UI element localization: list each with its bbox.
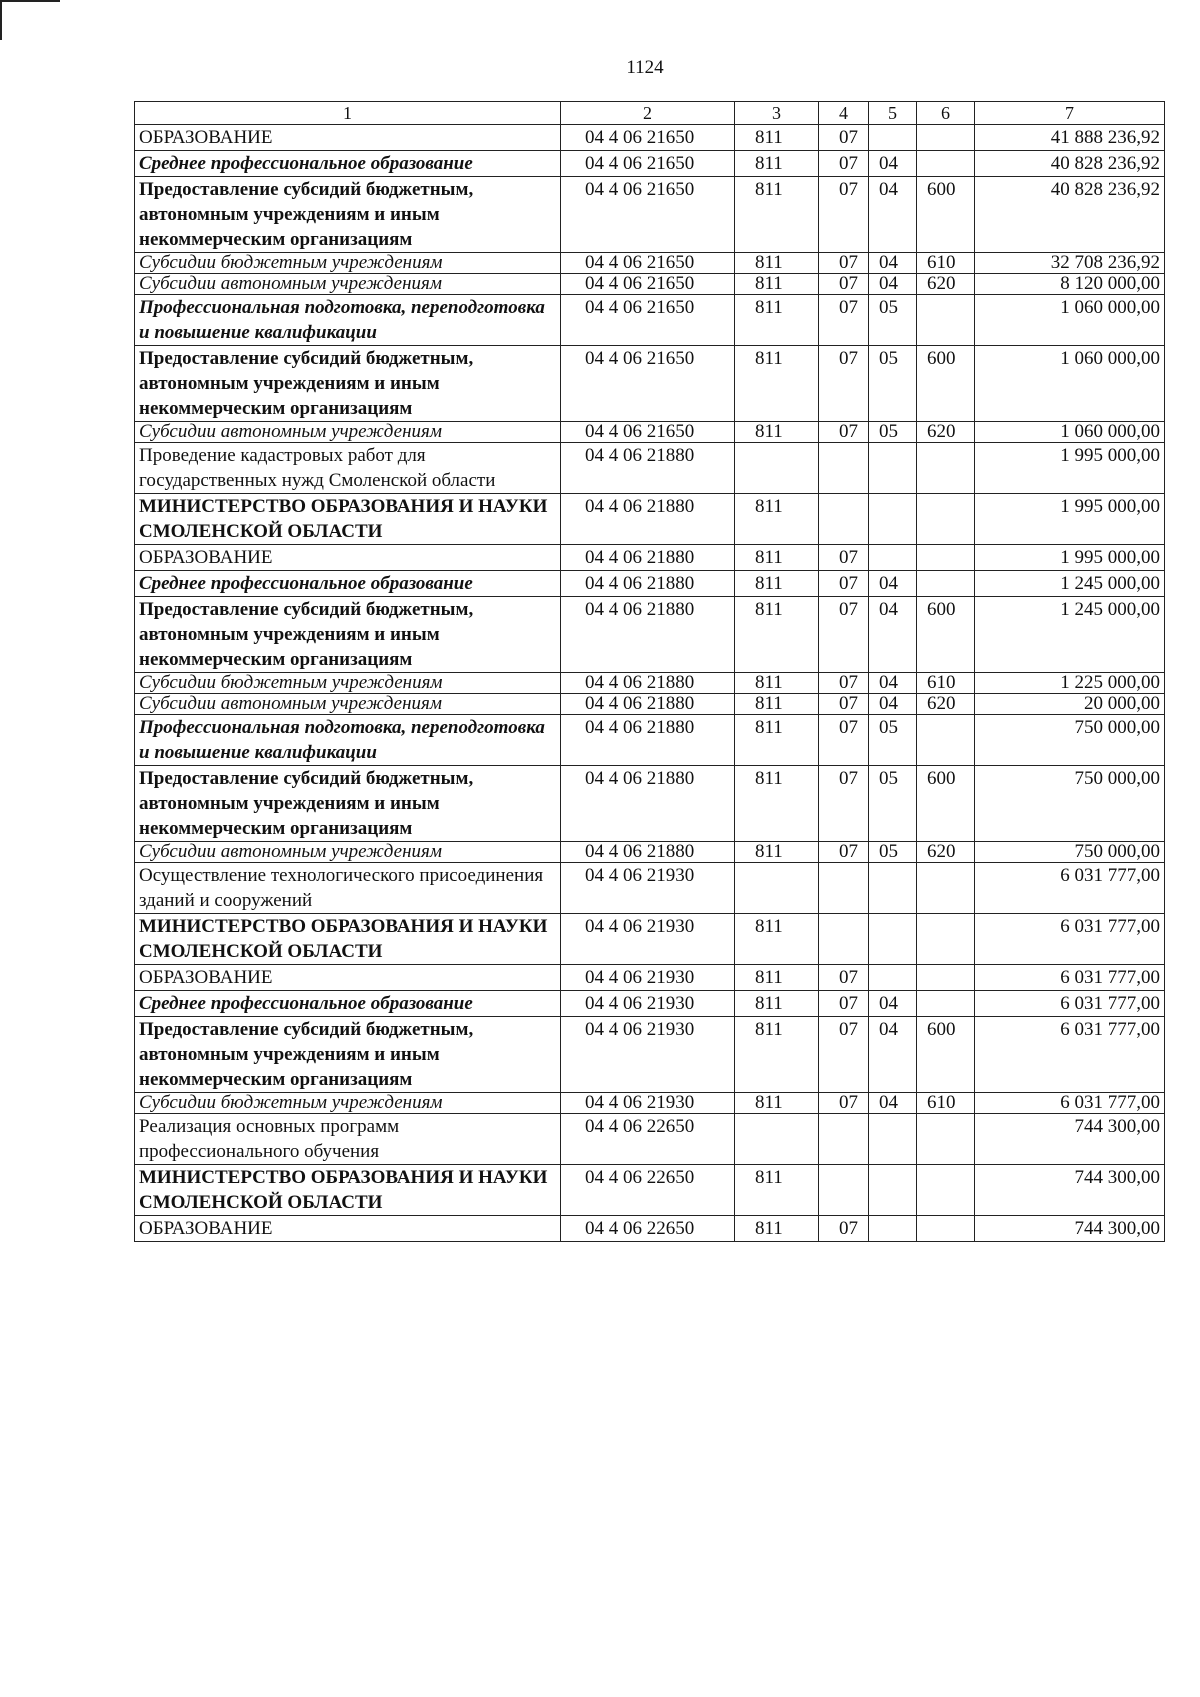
ministry-code-cell: 811 (735, 1093, 819, 1114)
header-cell: 1 (135, 102, 561, 125)
ministry-code-cell: 811 (735, 274, 819, 295)
expense-type-code-cell (917, 715, 975, 766)
ministry-code-cell: 811 (735, 545, 819, 571)
table-row (135, 991, 1165, 1017)
header-cell: 2 (561, 102, 735, 125)
section-code-cell: 07 (819, 295, 869, 346)
target-article-code-cell: 04 4 06 21930 (561, 1093, 735, 1114)
subsection-code-cell: 04 (869, 694, 917, 715)
ministry-code-cell: 811 (735, 571, 819, 597)
amount-cell: 1 995 000,00 (975, 545, 1165, 571)
ministry-code-cell: 811 (735, 151, 819, 177)
expense-type-code-cell: 600 (917, 177, 975, 253)
subsection-code-cell (869, 1165, 917, 1216)
target-article-code-cell: 04 4 06 21880 (561, 766, 735, 842)
amount-cell: 40 828 236,92 (975, 177, 1165, 253)
section-code-cell: 07 (819, 842, 869, 863)
section-code-cell: 07 (819, 965, 869, 991)
expense-type-code-cell (917, 545, 975, 571)
ministry-code-cell: 811 (735, 673, 819, 694)
section-code-cell: 07 (819, 1093, 869, 1114)
amount-cell: 1 060 000,00 (975, 346, 1165, 422)
item-name-cell: Предоставление субсидий бюджетным, автономным учреждениям и иным некоммерческим организациям (135, 346, 561, 422)
item-name-cell: МИНИСТЕРСТВО ОБРАЗОВАНИЯ И НАУКИ СМОЛЕНСКОЙ ОБЛАСТИ (135, 494, 561, 545)
section-code-cell: 07 (819, 151, 869, 177)
target-article-code-cell: 04 4 06 21880 (561, 842, 735, 863)
ministry-code-cell: 811 (735, 1165, 819, 1216)
header-cell: 4 (819, 102, 869, 125)
amount-cell: 744 300,00 (975, 1165, 1165, 1216)
subsection-code-cell: 04 (869, 673, 917, 694)
ministry-code-cell: 811 (735, 965, 819, 991)
subsection-code-cell: 04 (869, 597, 917, 673)
header-cell: 3 (735, 102, 819, 125)
section-code-cell: 07 (819, 346, 869, 422)
header-cell: 7 (975, 102, 1165, 125)
amount-cell: 1 225 000,00 (975, 673, 1165, 694)
amount-cell: 1 060 000,00 (975, 295, 1165, 346)
ministry-code-cell: 811 (735, 766, 819, 842)
target-article-code-cell: 04 4 06 22650 (561, 1114, 735, 1165)
subsection-code-cell: 05 (869, 766, 917, 842)
item-name-cell: МИНИСТЕРСТВО ОБРАЗОВАНИЯ И НАУКИ СМОЛЕНСКОЙ ОБЛАСТИ (135, 914, 561, 965)
table-row (135, 863, 1165, 914)
expense-type-code-cell: 600 (917, 346, 975, 422)
item-name-cell: Среднее профессиональное образование (135, 571, 561, 597)
table-row (135, 842, 1165, 863)
item-name-cell: Реализация основных программ профессионального обучения (135, 1114, 561, 1165)
ministry-code-cell: 811 (735, 842, 819, 863)
section-code-cell: 07 (819, 715, 869, 766)
target-article-code-cell: 04 4 06 21930 (561, 1017, 735, 1093)
amount-cell: 8 120 000,00 (975, 274, 1165, 295)
amount-cell: 1 060 000,00 (975, 422, 1165, 443)
target-article-code-cell: 04 4 06 21650 (561, 125, 735, 151)
table-row (135, 151, 1165, 177)
expense-type-code-cell (917, 965, 975, 991)
subsection-code-cell: 04 (869, 177, 917, 253)
budget-table (134, 101, 1165, 1242)
item-name-cell: Субсидии автономным учреждениям (135, 842, 561, 863)
expense-type-code-cell: 620 (917, 274, 975, 295)
target-article-code-cell: 04 4 06 21880 (561, 715, 735, 766)
target-article-code-cell: 04 4 06 21650 (561, 253, 735, 274)
item-name-cell: Профессиональная подготовка, переподготовка и повышение квалификации (135, 295, 561, 346)
scan-corner-mark-vertical (0, 0, 2, 40)
section-code-cell: 07 (819, 1017, 869, 1093)
subsection-code-cell (869, 965, 917, 991)
expense-type-code-cell: 610 (917, 673, 975, 694)
table-row (135, 673, 1165, 694)
target-article-code-cell: 04 4 06 21880 (561, 571, 735, 597)
section-code-cell (819, 1114, 869, 1165)
expense-type-code-cell: 600 (917, 766, 975, 842)
section-code-cell: 07 (819, 694, 869, 715)
item-name-cell: Субсидии бюджетным учреждениям (135, 1093, 561, 1114)
amount-cell: 744 300,00 (975, 1114, 1165, 1165)
item-name-cell: Субсидии бюджетным учреждениям (135, 673, 561, 694)
table-header-row (135, 102, 1165, 125)
subsection-code-cell (869, 545, 917, 571)
amount-cell: 1 995 000,00 (975, 443, 1165, 494)
target-article-code-cell: 04 4 06 21650 (561, 151, 735, 177)
item-name-cell: ОБРАЗОВАНИЕ (135, 545, 561, 571)
section-code-cell: 07 (819, 422, 869, 443)
section-code-cell: 07 (819, 571, 869, 597)
table-row (135, 422, 1165, 443)
section-code-cell (819, 1165, 869, 1216)
expense-type-code-cell (917, 991, 975, 1017)
table-row (135, 766, 1165, 842)
section-code-cell: 07 (819, 991, 869, 1017)
expense-type-code-cell (917, 863, 975, 914)
ministry-code-cell: 811 (735, 597, 819, 673)
amount-cell: 41 888 236,92 (975, 125, 1165, 151)
amount-cell: 6 031 777,00 (975, 1093, 1165, 1114)
ministry-code-cell: 811 (735, 295, 819, 346)
item-name-cell: МИНИСТЕРСТВО ОБРАЗОВАНИЯ И НАУКИ СМОЛЕНСКОЙ ОБЛАСТИ (135, 1165, 561, 1216)
subsection-code-cell: 05 (869, 422, 917, 443)
section-code-cell: 07 (819, 177, 869, 253)
item-name-cell: Проведение кадастровых работ для государственных нужд Смоленской области (135, 443, 561, 494)
amount-cell: 1 245 000,00 (975, 571, 1165, 597)
item-name-cell: Субсидии автономным учреждениям (135, 274, 561, 295)
item-name-cell: ОБРАЗОВАНИЕ (135, 125, 561, 151)
ministry-code-cell (735, 1114, 819, 1165)
amount-cell: 6 031 777,00 (975, 965, 1165, 991)
target-article-code-cell: 04 4 06 21880 (561, 673, 735, 694)
item-name-cell: Предоставление субсидий бюджетным, автономным учреждениям и иным некоммерческим организациям (135, 177, 561, 253)
expense-type-code-cell (917, 914, 975, 965)
subsection-code-cell (869, 443, 917, 494)
table-row (135, 1017, 1165, 1093)
subsection-code-cell (869, 494, 917, 545)
item-name-cell: Предоставление субсидий бюджетным, автономным учреждениям и иным некоммерческим организациям (135, 1017, 561, 1093)
target-article-code-cell: 04 4 06 21650 (561, 177, 735, 253)
subsection-code-cell: 05 (869, 842, 917, 863)
amount-cell: 6 031 777,00 (975, 914, 1165, 965)
amount-cell: 20 000,00 (975, 694, 1165, 715)
subsection-code-cell: 04 (869, 274, 917, 295)
section-code-cell: 07 (819, 253, 869, 274)
table-row (135, 295, 1165, 346)
page-number: 1124 (626, 57, 664, 78)
subsection-code-cell: 04 (869, 1017, 917, 1093)
target-article-code-cell: 04 4 06 21650 (561, 295, 735, 346)
target-article-code-cell: 04 4 06 21650 (561, 274, 735, 295)
amount-cell: 1 995 000,00 (975, 494, 1165, 545)
subsection-code-cell: 05 (869, 295, 917, 346)
item-name-cell: Профессиональная подготовка, переподготовка и повышение квалификации (135, 715, 561, 766)
header-cell: 5 (869, 102, 917, 125)
subsection-code-cell (869, 863, 917, 914)
table-row (135, 1216, 1165, 1242)
item-name-cell: Субсидии бюджетным учреждениям (135, 253, 561, 274)
table-row (135, 125, 1165, 151)
expense-type-code-cell: 620 (917, 422, 975, 443)
table-row (135, 715, 1165, 766)
target-article-code-cell: 04 4 06 21930 (561, 991, 735, 1017)
subsection-code-cell (869, 1114, 917, 1165)
target-article-code-cell: 04 4 06 22650 (561, 1216, 735, 1242)
target-article-code-cell: 04 4 06 21650 (561, 346, 735, 422)
ministry-code-cell: 811 (735, 346, 819, 422)
target-article-code-cell: 04 4 06 21930 (561, 863, 735, 914)
amount-cell: 6 031 777,00 (975, 863, 1165, 914)
amount-cell: 1 245 000,00 (975, 597, 1165, 673)
target-article-code-cell: 04 4 06 21650 (561, 422, 735, 443)
target-article-code-cell: 04 4 06 21880 (561, 545, 735, 571)
expense-type-code-cell (917, 571, 975, 597)
table-row (135, 1114, 1165, 1165)
ministry-code-cell: 811 (735, 177, 819, 253)
section-code-cell: 07 (819, 1216, 869, 1242)
section-code-cell (819, 914, 869, 965)
target-article-code-cell: 04 4 06 21880 (561, 597, 735, 673)
ministry-code-cell: 811 (735, 494, 819, 545)
expense-type-code-cell (917, 1165, 975, 1216)
subsection-code-cell: 04 (869, 991, 917, 1017)
item-name-cell: Осуществление технологического присоединения зданий и сооружений (135, 863, 561, 914)
table-row (135, 177, 1165, 253)
target-article-code-cell: 04 4 06 21930 (561, 914, 735, 965)
subsection-code-cell: 04 (869, 253, 917, 274)
section-code-cell: 07 (819, 545, 869, 571)
expense-type-code-cell: 620 (917, 694, 975, 715)
subsection-code-cell: 04 (869, 1093, 917, 1114)
table-row (135, 571, 1165, 597)
amount-cell: 6 031 777,00 (975, 1017, 1165, 1093)
subsection-code-cell: 04 (869, 571, 917, 597)
target-article-code-cell: 04 4 06 21880 (561, 443, 735, 494)
table-row (135, 346, 1165, 422)
ministry-code-cell: 811 (735, 715, 819, 766)
ministry-code-cell: 811 (735, 253, 819, 274)
amount-cell: 40 828 236,92 (975, 151, 1165, 177)
expense-type-code-cell: 610 (917, 1093, 975, 1114)
expense-type-code-cell (917, 443, 975, 494)
target-article-code-cell: 04 4 06 22650 (561, 1165, 735, 1216)
subsection-code-cell (869, 1216, 917, 1242)
item-name-cell: Субсидии автономным учреждениям (135, 694, 561, 715)
expense-type-code-cell (917, 1114, 975, 1165)
ministry-code-cell (735, 863, 819, 914)
section-code-cell: 07 (819, 766, 869, 842)
item-name-cell: Предоставление субсидий бюджетным, автономным учреждениям и иным некоммерческим организациям (135, 766, 561, 842)
target-article-code-cell: 04 4 06 21880 (561, 694, 735, 715)
section-code-cell: 07 (819, 125, 869, 151)
target-article-code-cell: 04 4 06 21880 (561, 494, 735, 545)
amount-cell: 6 031 777,00 (975, 991, 1165, 1017)
section-code-cell (819, 494, 869, 545)
expense-type-code-cell (917, 1216, 975, 1242)
expense-type-code-cell (917, 125, 975, 151)
table-row (135, 253, 1165, 274)
item-name-cell: Субсидии автономным учреждениям (135, 422, 561, 443)
ministry-code-cell (735, 443, 819, 494)
section-code-cell (819, 863, 869, 914)
target-article-code-cell: 04 4 06 21930 (561, 965, 735, 991)
expense-type-code-cell (917, 494, 975, 545)
expense-type-code-cell: 610 (917, 253, 975, 274)
ministry-code-cell: 811 (735, 694, 819, 715)
item-name-cell: Среднее профессиональное образование (135, 151, 561, 177)
section-code-cell: 07 (819, 673, 869, 694)
amount-cell: 750 000,00 (975, 766, 1165, 842)
table-row (135, 965, 1165, 991)
scan-corner-mark (0, 0, 60, 2)
amount-cell: 32 708 236,92 (975, 253, 1165, 274)
amount-cell: 750 000,00 (975, 715, 1165, 766)
expense-type-code-cell (917, 151, 975, 177)
table-row (135, 274, 1165, 295)
ministry-code-cell: 811 (735, 1017, 819, 1093)
subsection-code-cell (869, 914, 917, 965)
subsection-code-cell (869, 125, 917, 151)
expense-type-code-cell: 620 (917, 842, 975, 863)
table-row (135, 694, 1165, 715)
ministry-code-cell: 811 (735, 1216, 819, 1242)
amount-cell: 750 000,00 (975, 842, 1165, 863)
subsection-code-cell: 05 (869, 715, 917, 766)
table-row (135, 545, 1165, 571)
ministry-code-cell: 811 (735, 125, 819, 151)
table-row (135, 1093, 1165, 1114)
section-code-cell (819, 443, 869, 494)
expense-type-code-cell: 600 (917, 1017, 975, 1093)
table-row (135, 1165, 1165, 1216)
item-name-cell: Среднее профессиональное образование (135, 991, 561, 1017)
table-row (135, 443, 1165, 494)
section-code-cell: 07 (819, 274, 869, 295)
section-code-cell: 07 (819, 597, 869, 673)
expense-type-code-cell (917, 295, 975, 346)
ministry-code-cell: 811 (735, 914, 819, 965)
ministry-code-cell: 811 (735, 422, 819, 443)
expense-type-code-cell: 600 (917, 597, 975, 673)
subsection-code-cell: 05 (869, 346, 917, 422)
subsection-code-cell: 04 (869, 151, 917, 177)
header-cell: 6 (917, 102, 975, 125)
table-row (135, 914, 1165, 965)
amount-cell: 744 300,00 (975, 1216, 1165, 1242)
item-name-cell: Предоставление субсидий бюджетным, автономным учреждениям и иным некоммерческим организациям (135, 597, 561, 673)
item-name-cell: ОБРАЗОВАНИЕ (135, 965, 561, 991)
table-row (135, 494, 1165, 545)
table-row (135, 597, 1165, 673)
item-name-cell: ОБРАЗОВАНИЕ (135, 1216, 561, 1242)
ministry-code-cell: 811 (735, 991, 819, 1017)
